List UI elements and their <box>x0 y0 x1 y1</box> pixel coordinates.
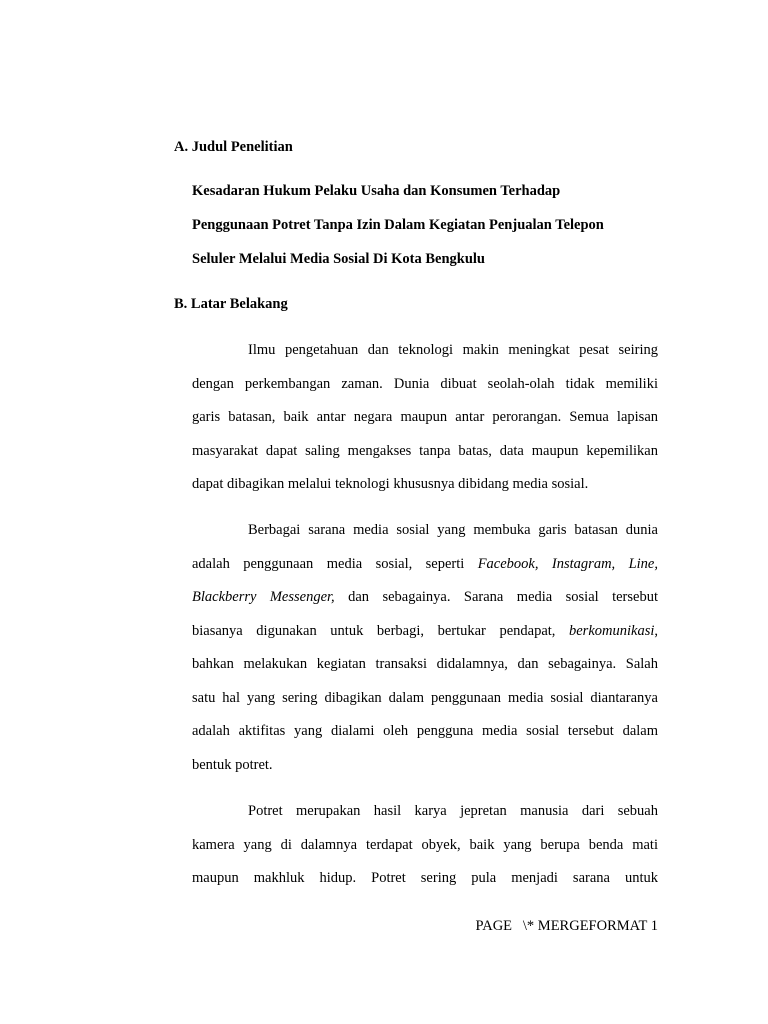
facebook-term: Facebook, <box>477 556 539 572</box>
paragraph-1-line: dapat dibagikan melalui teknologi khususnya dibidang media sosial. <box>192 476 589 492</box>
paragraph-1-line: dengan perkembangan zaman. Dunia dibuat seolah-olah tidak memiliki <box>192 376 658 392</box>
paragraph-2-line <box>192 622 658 640</box>
research-title-line-1: Kesadaran Hukum Pelaku Usaha dan Konsumen Terhadap <box>192 183 561 199</box>
paragraph-2-text: dan sebagainya. Sarana media sosial tersebut <box>348 589 658 605</box>
paragraph-2-text: biasanya digunakan untuk berbagi, bertukar pendapat, <box>192 623 569 639</box>
paragraph-3-line: Potret merupakan hasil karya jepretan manusia dari sebuah <box>248 803 658 819</box>
paragraph-2-line <box>192 555 658 573</box>
section-b-heading: B. Latar Belakang <box>174 296 288 312</box>
paragraph-2-text: , <box>654 623 658 639</box>
paragraph-1-line: garis batasan, baik antar negara maupun antar perorangan. Semua lapisan <box>192 409 658 425</box>
research-title-line-3: Seluler Melalui Media Sosial Di Kota Bengkulu <box>192 251 485 267</box>
paragraph-1-line: Ilmu pengetahuan dan teknologi makin meningkat pesat seiring <box>248 342 658 358</box>
paragraph-2-line: bahkan melakukan kegiatan transaksi didalamnya, dan sebagainya. Salah <box>192 656 658 672</box>
instagram-term: Instagram, <box>551 556 616 572</box>
paragraph-3-line: kamera yang di dalamnya terdapat obyek, baik yang berupa benda mati <box>192 837 658 853</box>
paragraph-2-line: Berbagai sarana media sosial yang membuka garis batasan dunia <box>248 522 658 538</box>
section-a-heading: A. Judul Penelitian <box>174 139 293 155</box>
berkomunikasi-term: berkomunikasi <box>569 623 655 639</box>
paragraph-2-text: adalah penggunaan media sosial, seperti <box>192 556 478 572</box>
paragraph-1-line: masyarakat dapat saling mengakses tanpa batas, data maupun kepemilikan <box>192 443 658 459</box>
research-title-line-2: Penggunaan Potret Tanpa Izin Dalam Kegiatan Penjualan Telepon <box>192 217 604 233</box>
paragraph-2-line: bentuk potret. <box>192 757 273 773</box>
paragraph-2-line: adalah aktifitas yang dialami oleh pengguna media sosial tersebut dalam <box>192 723 658 739</box>
paragraph-2-line: satu hal yang sering dibagikan dalam penggunaan media sosial diantaranya <box>192 690 658 706</box>
blackberry-messenger-term: Blackberry Messenger, <box>192 589 335 605</box>
paragraph-3-line: maupun makhluk hidup. Potret sering pula menjadi sarana untuk <box>192 870 658 886</box>
page-number-field: PAGE \* MERGEFORMAT 1 <box>475 918 658 934</box>
paragraph-2-line <box>192 588 658 606</box>
line-term: Line, <box>628 556 658 572</box>
